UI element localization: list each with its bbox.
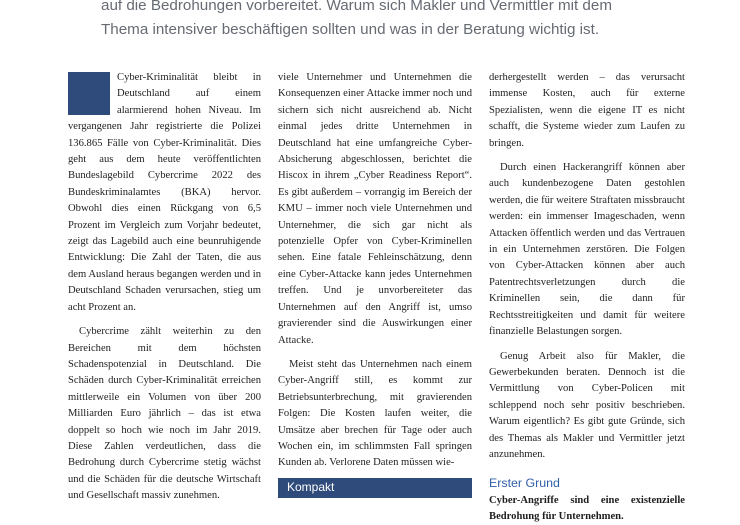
column-2 [278,70,472,480]
paragraph: Durch einen Hackerangriff können aber auch kundenbezogene Daten gestohlen werden, die für weitere Straftaten missbraucht werden: ein immenser Imageschaden, wenn Attacken öffentlich werden und das Vertrauen in ein Unternehmen zerstören. Die Folgen von Cyber-Attacken können aber auch Patentrechtsverletzungen durch die Kriminellen sein, die dann für Rechtsstreitigkeiten und damit für weitere finanzielle Belastungen sorgen. [489,162,685,338]
lead-line-2: Thema intensiver beschäftigen sollten und was in der Beratung wichtig ist. [101,21,600,38]
column-1 [68,70,261,513]
paragraph: Genug Arbeit also für Makler, die Gewerbekunden beraten. Dennoch ist die Vermittlung von Cyber-Policen mit schleppend noch sehr positiv beschrieben. Warum eigentlich? Es gibt gute Gründe, sich des Themas als Makler und Vermittler jetzt anzunehmen. [489,350,685,460]
paragraph: Cybercrime zählt weiterhin zu den Bereichen mit dem höchsten Schadenspotenzial in Deutschland. Die Schäden durch Cyber-Kriminalität erreichen mittlerweile ein Volumen von über 200 Milliarden Euro jährlich – das ist etwa doppelt so hoch wie noch im Jahr 2019. Diese Zahlen verdeutlichen, dass die Bedrohung durch Cybercrime stetig wächst und die Schäden für die deutsche Wirtschaft und Gesellschaft massiv zunehmen. [68,326,261,502]
paragraph: derhergestellt werden – das verursacht immense Kosten, auch für externe Spezialisten, wenn die eigene IT es nicht schafft, die Systeme wieder zum Laufen zu bringen. [489,72,685,149]
section-heading: Erster Grund [489,476,560,491]
drop-cap-block [68,72,110,115]
column-3 [489,70,685,525]
article-lead [101,0,661,42]
paragraph: Cyber-Kriminalität bleibt in Deutschland auf einem alarmierend hohen Niveau. Im vergangenen Jahr registrierte die Polizei 136.865 Fälle von Cyber-Kriminalität. Dies geht aus dem heute veröffentlichten Bundeslagebild Cybercrime 2022 des Bundeskriminalamtes (BKA) hervor. Obwohl dies einen Rückgang von 6,5 Prozent im Vergleich zum Vorjahr bedeutet, zeigt das Lagebild auch eine beunruhigende Entwicklung: Die Zahl der Taten, die aus dem Ausland heraus begangen werden und in Deutschland Schaden verursachen, stieg um acht Prozent an. [68,72,261,313]
kompakt-box-header [278,478,472,498]
lead-line-1: auf die Bedrohungen vorbereitet. Warum sich Makler und Vermittler mit dem [101,0,612,14]
section-subheading: Cyber-Angriffe sind eine existenzielle Bedrohung für Unternehmen. [489,495,685,523]
paragraph: Meist steht das Unternehmen nach einem Cyber-Angriff still, es kommt zur Betriebsunterbrechung, mit gravierenden Folgen: Die Kosten laufen weiter, die Umsätze aber brechen für Tage oder auch Wochen ein, im schlimmsten Fall springen Kunden ab. Verlorene Daten müssen wie- [278,358,472,469]
kompakt-label: Kompakt [287,480,335,494]
paragraph: viele Unternehmer und Unternehmen die Konsequenzen einer Attacke immer noch und sichern sich nicht ausreichend ab. Nicht einmal jedes dritte Unternehmen in Deutschland hat eine umfangreiche Cyber-Absicherung abgeschlossen, berichtet die Hiscox in ihrem „Cyber Readiness Report“. Es gibt außerdem – vorrangig im Bereich der KMU – immer noch viele Unternehmen und Unternehmer, die sich gar nicht als potenzielle Opfer von Cyber-Kriminellen sehen. Eine fatale Fehleinschätzung, denn eine Cyber-Attacke kann jedes Unternehmen treffen. Und je unvorbereiteter das Unternehmen auf den Angriff ist, umso gravierender sind die Auswirkungen einer Attacke. [278,72,472,346]
